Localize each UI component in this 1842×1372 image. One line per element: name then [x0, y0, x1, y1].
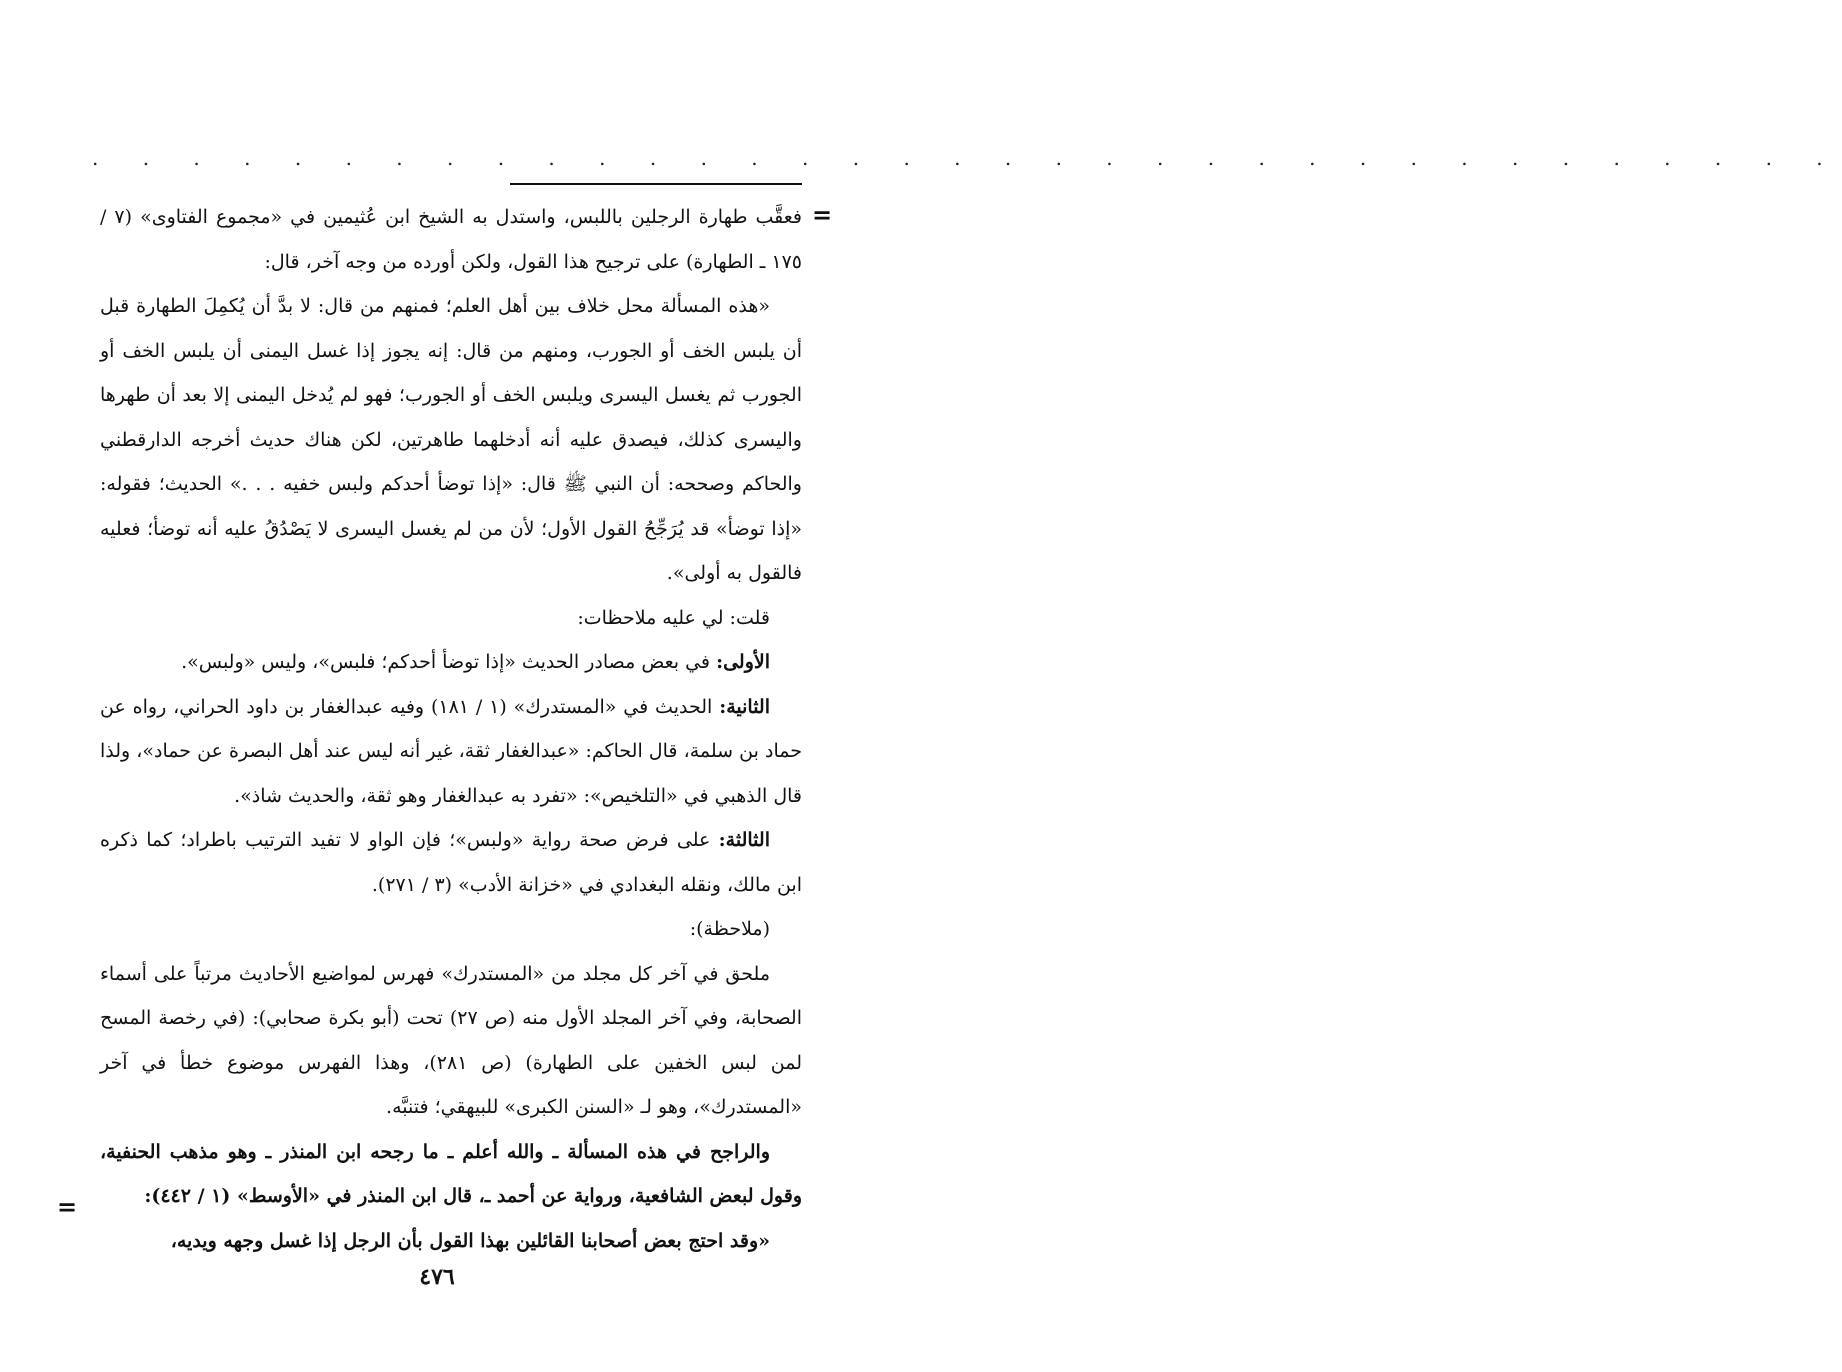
second-remark-label: الثانية: — [719, 695, 770, 718]
paragraph-quote-continued: «وقد احتج بعض أصحابنا القائلين بهذا القول بأن الرجل إذا غسل وجهه ويديه، — [170, 1229, 770, 1252]
section-separator-dots: . . . . . . . . . . . . . . . . . . . . . . . . . . . . . . . . . . . — [92, 146, 1842, 170]
third-remark-label: الثالثة: — [718, 829, 770, 851]
paragraph-note: ملحق في آخر كل مجلد من «المستدرك» فهرس لمواضيع الأحاديث مرتباً على أسماء الصحابة، وفي آخر المجلد الأول منه (ص ٢٧) تحت (أبو بكرة صحابي): (في رخصة المسح لمن لبس الخفين على الطهارة) (ص ٢٨١)، وهذا الفهرس موضوع خطأ في آخر «المستدرك»، وهو لـ «السنن الكبرى» للبيهقي؛ فتنبَّه. — [100, 962, 802, 1118]
page-number: ٤٧٦ — [419, 1264, 455, 1290]
continuation-mark-top: = — [812, 200, 833, 229]
paragraph-remarks-intro: قلت: لي عليه ملاحظات: — [577, 606, 770, 629]
paragraph-first-remark — [100, 640, 802, 685]
paragraph-note-heading: (ملاحظة): — [689, 918, 770, 940]
body-text — [100, 195, 802, 1263]
paragraph-conclusion: والراجح في هذه المسألة ـ والله أعلم ـ ما رجحه ابن المنذر ـ وهو مذهب الحنفية، وقول لبعض الشافعية، ورواية عن أحمد ـ، قال ابن المنذر في «الأوسط» (١ / ٤٤٢): — [100, 1140, 802, 1207]
footnote-rule — [510, 183, 802, 185]
second-remark-text: الحديث في «المستدرك» (١ / ١٨١) وفيه عبدالغفار بن داود الحراني، رواه عن حماد بن سلمة، قال الحاكم: «عبدالغفار ثقة، غير أنه ليس عند أهل البصرة عن حماد»، ولذا قال الذهبي في «التلخيص»: «تفرد به عبدالغفار وهو ثقة، والحديث شاذ». — [100, 695, 802, 807]
first-remark-text: في بعض مصادر الحديث «إذا توضأ أحدكم؛ فلبس»، وليس «ولبس». — [181, 651, 711, 673]
first-remark-label: الأولى: — [716, 651, 770, 673]
paragraph-third-remark — [100, 818, 802, 907]
paragraph-second-remark — [100, 685, 802, 819]
paragraph-quote: «هذه المسألة محل خلاف بين أهل العلم؛ فمنهم من قال: لا بدَّ أن يُكمِلَ الطهارة قبل أن يلبس الخف أو الجورب، ومنهم من قال: إنه يجوز إذا غسل اليمنى أن يلبس الخف أو الجورب ثم يغسل اليسرى ويلبس الخف أو الجورب؛ فهو لم يُدخل اليمنى إلا بعد أن طهرها واليسرى كذلك، فيصدق عليه أنه أدخلهما طاهرتين، لكن هناك حديث أخرجه الدارقطني والحاكم وصححه: أن النبي ﷺ قال: «إذا توضأ أحدكم ولبس خفيه . . .» الحديث؛ فقوله: «إذا توضأ» قد يُرَجِّحُ القول الأول؛ لأن من لم يغسل اليسرى لا يَصْدُقُ عليه أنه توضأ؛ فعليه فالقول به أولى». — [100, 295, 802, 584]
third-remark-text: على فرض صحة رواية «ولبس»؛ فإن الواو لا تفيد الترتيب باطراد؛ كما ذكره ابن مالك، ونقله البغدادي في «خزانة الأدب» (٣ / ٢٧١). — [100, 829, 802, 896]
paragraph-intro: فعقَّب طهارة الرجلين باللبس، واستدل به الشيخ ابن عُثيمين في «مجموع الفتاوى» (٧ / ١٧٥ ـ الطهارة) على ترجيح هذا القول، ولكن أورده من وجه آخر، قال: — [100, 206, 802, 273]
continuation-mark-bottom: = — [57, 1192, 78, 1221]
